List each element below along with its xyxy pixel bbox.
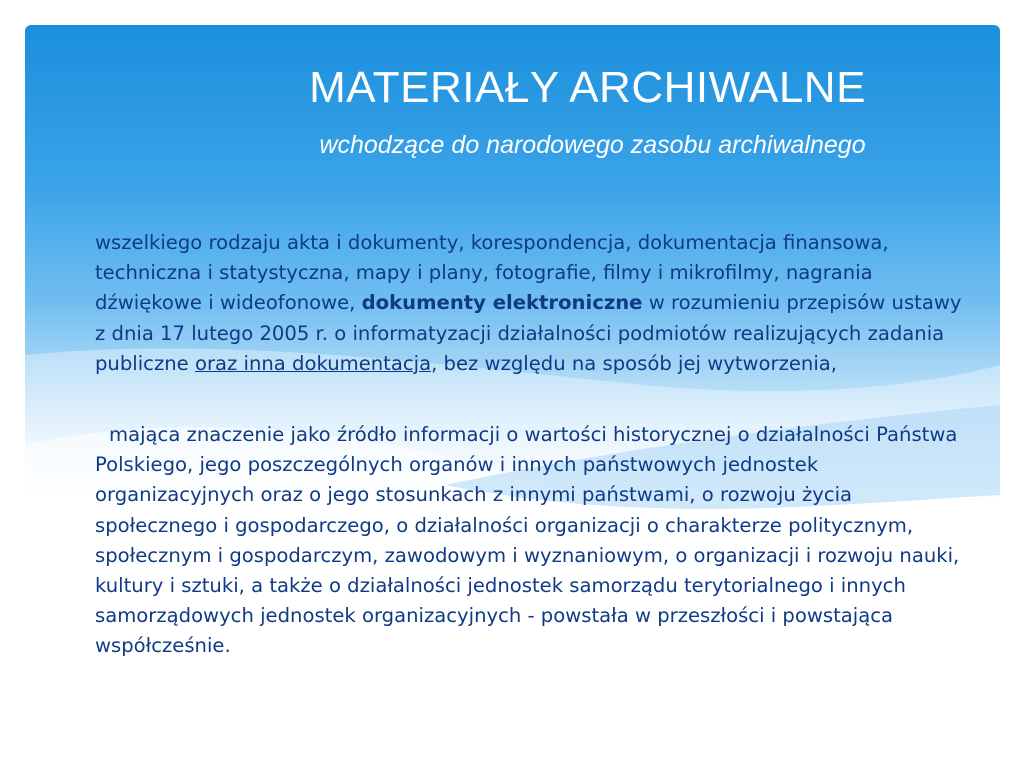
paragraph-1	[95, 228, 975, 379]
paragraph-1-bold-term: dokumenty elektroniczne	[361, 291, 643, 315]
slide	[25, 25, 1000, 748]
paragraph-1-underlined-term: oraz inna dokumentacja	[194, 351, 432, 375]
paragraph-2-text: mająca znaczenie jako źródło informacji o wartości historycznej o działalności Państwa Polskiego, jego poszczególnych organów i innych państwowych jednostek organizacyjnych oraz o jego stosunkach z innymi państwami, o rozwoju życia społecznego i gospodarczego, o działalności organizacji o charakterze politycznym, społecznym i gospodarczym, zawodowym i wyznaniowym, o organizacji i rozwoju nauki, kultury i sztuki, a także o działalności jednostek samorządu terytorialnego i innych samorządowych jednostek organizacyjnych - powstała w przeszłości i powstająca współcześnie.	[95, 423, 960, 658]
slide-subtitle: wchodzące do narodowego zasobu archiwalnego	[319, 131, 866, 159]
paragraph-1-text-end: , bez względu na sposób jej wytworzenia,	[431, 351, 838, 375]
slide-title: MATERIAŁY ARCHIWALNE	[309, 63, 866, 112]
paragraph-1-text-start: wszelkiego rodzaju akta i dokumenty, korespondencja, dokumentacja finansowa, techniczna i statystyczna, mapy i plany, fotografie, filmy i mikrofilmy, nagrania dźwiękowe i wideofonowe,	[95, 231, 889, 315]
paragraph-1-text-middle: w rozumieniu przepisów ustawy z dnia 17 lutego 2005 r. o informatyzacji działalności podmiotów realizujących zadania publiczne	[95, 291, 962, 375]
paragraph-2	[95, 420, 975, 662]
